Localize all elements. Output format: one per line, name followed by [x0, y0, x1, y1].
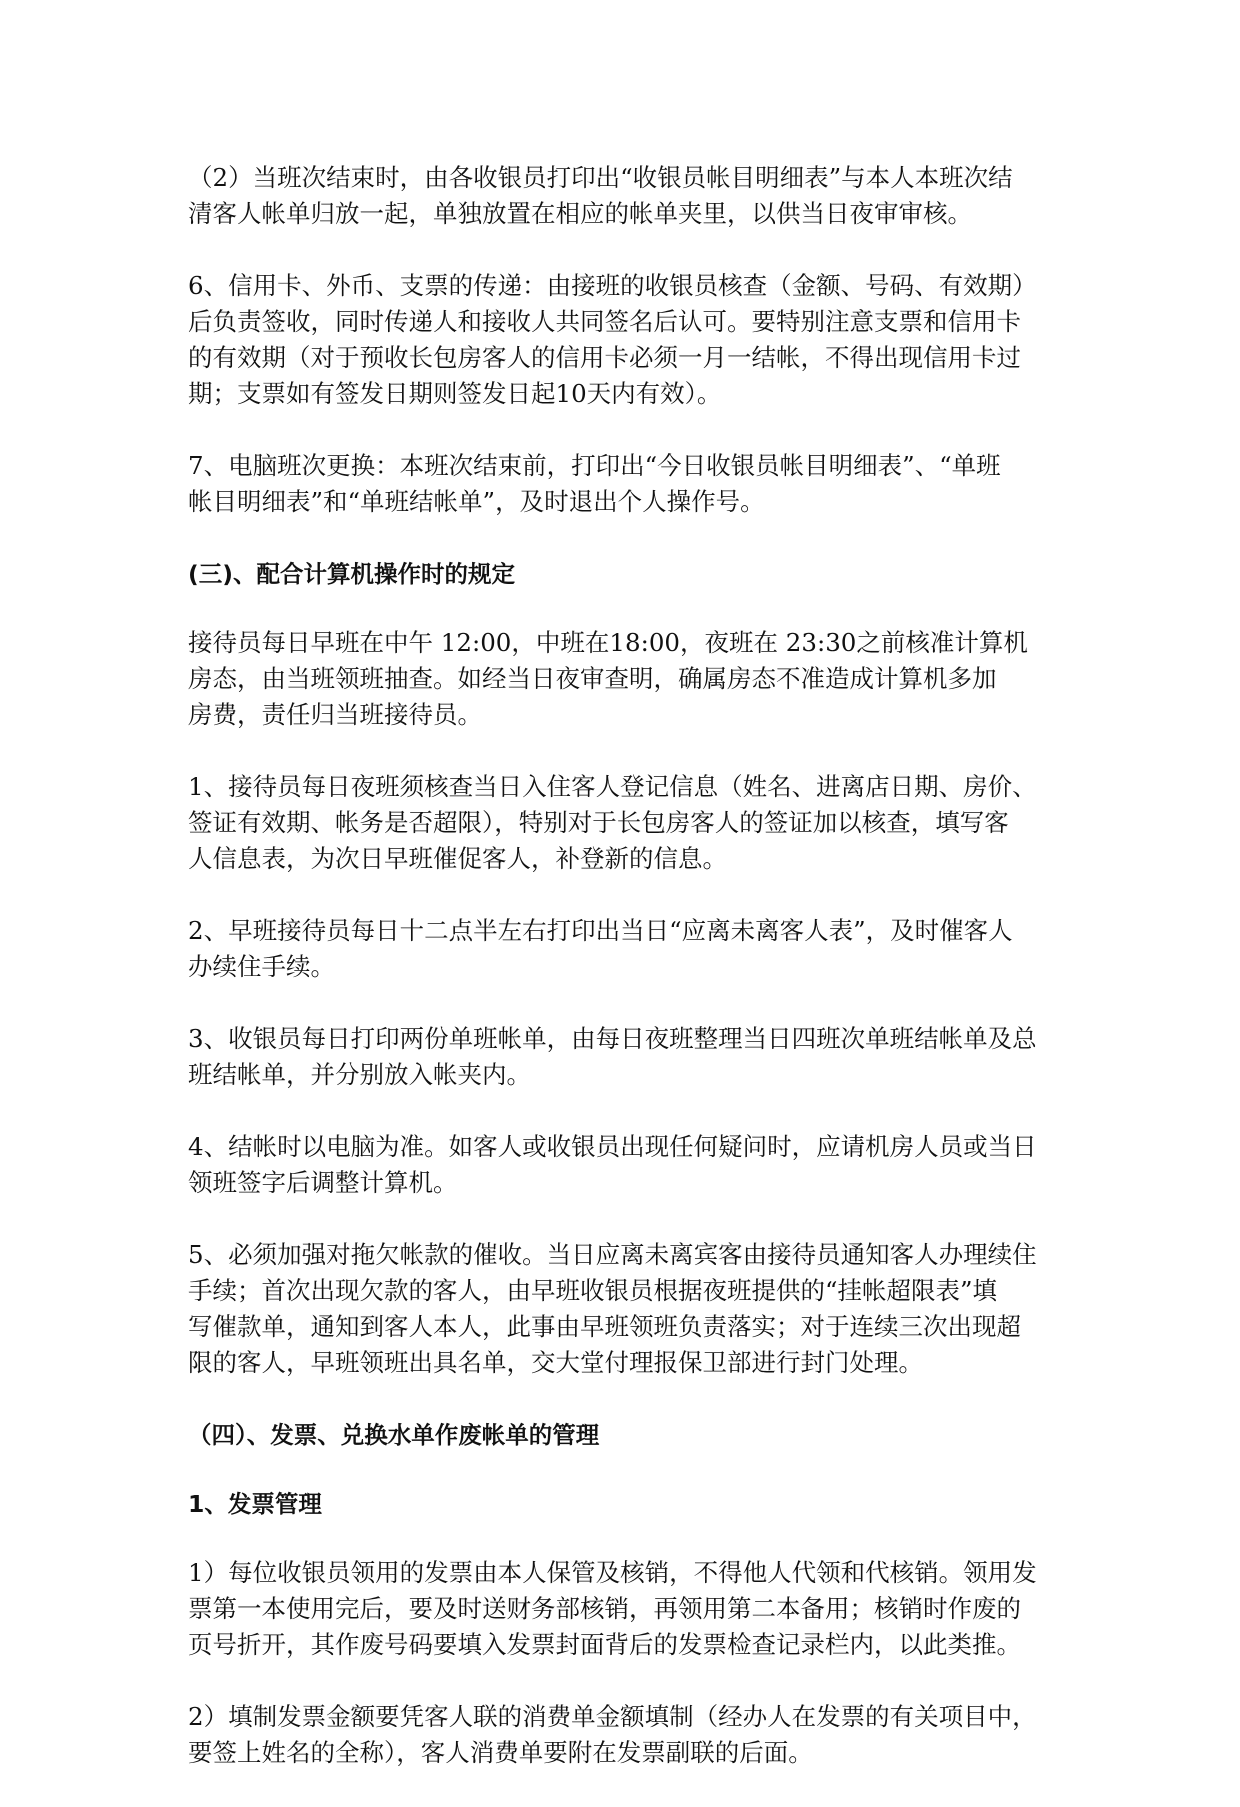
paragraph	[188, 1699, 1060, 1771]
text-line: 帐目明细表”和“单班结帐单”，及时退出个人操作号。	[188, 487, 765, 516]
paragraph	[188, 1021, 1060, 1093]
section-heading	[188, 556, 1060, 592]
section-heading	[188, 1486, 1060, 1522]
paragraph	[188, 160, 1060, 232]
text-line: 票第一本使用完后，要及时送财务部核销，再领用第二本备用；核销时作废的	[188, 1594, 1021, 1623]
text-line: 办续住手续。	[188, 952, 335, 981]
text-line: 清客人帐单归放一起，单独放置在相应的帐单夹里，以供当日夜审审核。	[188, 199, 972, 228]
text-line: （2）当班次结束时，由各收银员打印出“收银员帐目明细表”与本人本班次结	[188, 163, 1013, 192]
text-line: 房费，责任归当班接待员。	[188, 700, 482, 729]
paragraph	[188, 1129, 1060, 1201]
paragraph	[188, 625, 1060, 733]
section-heading	[188, 1417, 1060, 1453]
text-line: 要签上姓名的全称），客人消费单要附在发票副联的后面。	[188, 1738, 813, 1767]
text-line: 4、结帐时以电脑为准。如客人或收银员出现任何疑问时，应请机房人员或当日	[188, 1132, 1037, 1161]
document-page	[188, 160, 1060, 1807]
text-line: （四）、发票、兑换水单作废帐单的管理	[188, 1421, 600, 1449]
text-line: 3、收银员每日打印两份单班帐单，由每日夜班整理当日四班次单班结帐单及总	[188, 1024, 1037, 1053]
text-line: 5、必须加强对拖欠帐款的催收。当日应离未离宾客由接待员通知客人办理续住	[188, 1240, 1037, 1269]
text-line: (三)、配合计算机操作时的规定	[188, 560, 515, 588]
paragraph	[188, 1237, 1060, 1381]
text-line: 领班签字后调整计算机。	[188, 1168, 458, 1197]
text-line: 1、发票管理	[188, 1490, 322, 1518]
paragraph	[188, 448, 1060, 520]
text-line: 页号折开，其作废号码要填入发票封面背后的发票检查记录栏内，以此类推。	[188, 1630, 1021, 1659]
text-line: 2、早班接待员每日十二点半左右打印出当日“应离未离客人表”，及时催客人	[188, 916, 1013, 945]
text-line: 接待员每日早班在中午 12:00，中班在18:00，夜班在 23:30之前核准计算机	[188, 628, 1028, 657]
text-line: 的有效期（对于预收长包房客人的信用卡必须一月一结帐，不得出现信用卡过	[188, 343, 1021, 372]
text-line: 限的客人，早班领班出具名单，交大堂付理报保卫部进行封门处理。	[188, 1348, 923, 1377]
text-line: 期；支票如有签发日期则签发日起10天内有效）。	[188, 379, 722, 408]
text-line: 人信息表，为次日早班催促客人，补登新的信息。	[188, 844, 727, 873]
text-line: 手续；首次出现欠款的客人，由早班收银员根据夜班提供的“挂帐超限表”填	[188, 1276, 998, 1305]
text-line: 后负责签收，同时传递人和接收人共同签名后认可。要特别注意支票和信用卡	[188, 307, 1021, 336]
text-line: 7、电脑班次更换：本班次结束前，打印出“今日收银员帐目明细表”、“单班	[188, 451, 1001, 480]
paragraph	[188, 769, 1060, 877]
text-line: 班结帐单，并分别放入帐夹内。	[188, 1060, 531, 1089]
paragraph	[188, 268, 1060, 412]
text-line: 1、接待员每日夜班须核查当日入住客人登记信息（姓名、进离店日期、房价、	[188, 772, 1037, 801]
text-line: 2）填制发票金额要凭客人联的消费单金额填制（经办人在发票的有关项目中，	[188, 1702, 1037, 1731]
text-line: 6、信用卡、外币、支票的传递：由接班的收银员核查（金额、号码、有效期）	[188, 271, 1037, 300]
paragraph	[188, 913, 1060, 985]
text-line: 房态，由当班领班抽查。如经当日夜审查明，确属房态不准造成计算机多加	[188, 664, 997, 693]
text-line: 写催款单，通知到客人本人，此事由早班领班负责落实；对于连续三次出现超	[188, 1312, 1021, 1341]
text-line: 签证有效期、帐务是否超限），特别对于长包房客人的签证加以核查，填写客	[188, 808, 1009, 837]
text-line: 1）每位收银员领用的发票由本人保管及核销，不得他人代领和代核销。领用发	[188, 1558, 1037, 1587]
paragraph	[188, 1555, 1060, 1663]
